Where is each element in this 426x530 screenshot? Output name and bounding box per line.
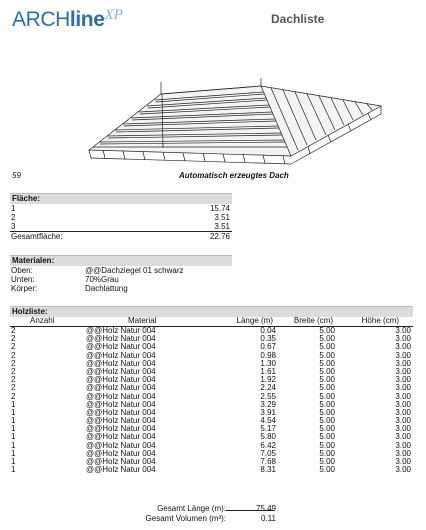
- cell-breite: 5.00: [319, 465, 335, 475]
- cell-material: @@Holz Natur 004: [86, 326, 156, 335]
- cell-laenge: 0.67: [260, 342, 276, 352]
- holzliste-rows: [10, 327, 413, 474]
- cell-breite: 5.00: [319, 391, 335, 401]
- flaeche-label: 2: [11, 213, 16, 222]
- cell-breite: 5.00: [319, 416, 335, 426]
- holzliste-section: [10, 306, 413, 474]
- table-row: [10, 433, 413, 441]
- holzliste-header: Holzliste:: [10, 306, 413, 317]
- cell-material: @@Holz Natur 004: [86, 358, 156, 368]
- logo-line-text: line: [69, 8, 105, 31]
- cell-hoehe: 3.00: [395, 448, 411, 458]
- flaeche-row: [10, 213, 232, 222]
- cell-anzahl: 1: [11, 457, 16, 466]
- cell-anzahl: 2: [11, 342, 16, 352]
- table-row: [10, 417, 413, 425]
- cell-laenge: 3.29: [260, 399, 276, 409]
- cell-anzahl: 2: [11, 366, 16, 376]
- cell-anzahl: 2: [11, 383, 16, 393]
- cell-material: @@Holz Natur 004: [86, 424, 156, 434]
- cell-hoehe: 3.00: [395, 424, 411, 434]
- cell-hoehe: 3.00: [395, 407, 411, 417]
- cell-hoehe: 3.00: [395, 342, 411, 352]
- cell-anzahl: 2: [11, 391, 16, 401]
- column-header-material: Material: [128, 316, 157, 325]
- table-row: [10, 458, 413, 466]
- total-volume-value: 0.11: [261, 514, 276, 523]
- cell-material: @@Holz Natur 004: [86, 391, 156, 401]
- cell-laenge: 2.55: [260, 391, 276, 401]
- cell-breite: 5.00: [319, 424, 335, 434]
- cell-breite: 5.00: [319, 457, 335, 466]
- material-value: @@Dachziegel 01 schwarz: [85, 266, 184, 275]
- cell-hoehe: 3.00: [395, 366, 411, 376]
- cell-laenge: 1.61: [260, 366, 276, 376]
- cell-breite: 5.00: [319, 432, 335, 442]
- table-row: [10, 425, 413, 433]
- cell-hoehe: 3.00: [395, 391, 411, 401]
- cell-material: @@Holz Natur 004: [86, 457, 156, 466]
- flaeche-value: 15.74: [209, 204, 230, 213]
- cell-laenge: 0.35: [260, 334, 276, 344]
- cell-hoehe: 3.00: [395, 375, 411, 385]
- cell-breite: 5.00: [319, 334, 335, 344]
- cell-hoehe: 3.00: [395, 383, 411, 393]
- cell-material: @@Holz Natur 004: [86, 383, 156, 393]
- cell-breite: 5.00: [319, 399, 335, 409]
- cell-anzahl: 2: [11, 358, 16, 368]
- cell-anzahl: 1: [11, 440, 16, 450]
- cell-laenge: 3.91: [260, 407, 276, 417]
- cell-hoehe: 3.00: [395, 416, 411, 426]
- cell-laenge: 8.31: [260, 465, 276, 475]
- flaeche-value: 3.51: [214, 213, 230, 222]
- cell-breite: 5.00: [319, 342, 335, 352]
- cell-breite: 5.00: [319, 350, 335, 360]
- cell-hoehe: 3.00: [395, 432, 411, 442]
- total-volume-label: Gesamt Volumen (m³):: [145, 514, 226, 523]
- cell-breite: 5.00: [319, 407, 335, 417]
- table-row: [10, 466, 413, 474]
- material-row: [10, 266, 232, 275]
- page-title: Dachliste: [271, 12, 325, 26]
- column-header-anzahl: Anzahl: [30, 316, 55, 325]
- material-value: Dachlattung: [85, 284, 128, 293]
- cell-material: @@Holz Natur 004: [86, 334, 156, 344]
- cell-hoehe: 3.00: [395, 465, 411, 475]
- table-row: [10, 401, 413, 409]
- material-value: 70%Grau: [85, 275, 119, 284]
- cell-hoehe: 3.00: [395, 350, 411, 360]
- cell-anzahl: 1: [11, 448, 16, 458]
- cell-laenge: 5.17: [260, 424, 276, 434]
- logo-xp-text: XP: [104, 7, 123, 23]
- table-row: [10, 450, 413, 458]
- cell-material: @@Holz Natur 004: [86, 342, 156, 352]
- holzliste-column-headers: [10, 317, 413, 327]
- cell-breite: 5.00: [319, 440, 335, 450]
- cell-material: @@Holz Natur 004: [86, 375, 156, 385]
- flaeche-section: [10, 193, 232, 241]
- cell-anzahl: 2: [11, 326, 16, 335]
- cell-material: @@Holz Natur 004: [86, 448, 156, 458]
- figure-number: 59: [12, 171, 21, 180]
- table-row: [10, 442, 413, 450]
- table-row: [10, 409, 413, 417]
- flaeche-total-row: [10, 231, 232, 241]
- total-length-value: 75.49: [255, 504, 276, 513]
- total-length-label: Gesamt Länge (m):: [157, 504, 226, 513]
- cell-laenge: 2.24: [260, 383, 276, 393]
- cell-material: @@Holz Natur 004: [86, 399, 156, 409]
- table-row: [10, 384, 413, 392]
- cell-hoehe: 3.00: [395, 326, 411, 335]
- material-row: [10, 284, 232, 293]
- cell-material: @@Holz Natur 004: [86, 350, 156, 360]
- flaeche-label: 1: [11, 204, 16, 213]
- cell-laenge: 5.80: [260, 432, 276, 442]
- cell-breite: 5.00: [319, 448, 335, 458]
- cell-hoehe: 3.00: [395, 440, 411, 450]
- cell-hoehe: 3.00: [395, 358, 411, 368]
- cell-material: @@Holz Natur 004: [86, 432, 156, 442]
- cell-breite: 5.00: [319, 375, 335, 385]
- cell-hoehe: 3.00: [395, 334, 411, 344]
- flaeche-total-value: 22.76: [209, 232, 230, 241]
- materialien-section: [10, 255, 232, 293]
- cell-laenge: 4.54: [260, 416, 276, 426]
- total-volume-row: [10, 514, 413, 523]
- cell-anzahl: 1: [11, 465, 16, 475]
- table-row: [10, 343, 413, 351]
- material-row: [10, 275, 232, 284]
- table-row: [10, 352, 413, 360]
- roof-drawing: [83, 78, 383, 168]
- material-label: Unten:: [11, 275, 35, 284]
- total-length-row: [10, 504, 413, 513]
- cell-breite: 5.00: [319, 358, 335, 368]
- cell-material: @@Holz Natur 004: [86, 366, 156, 376]
- table-row: [10, 360, 413, 368]
- cell-laenge: 7.68: [260, 457, 276, 466]
- table-row: [10, 393, 413, 401]
- flaeche-total-label: Gesamtfläche:: [11, 232, 63, 241]
- flaeche-value: 3.51: [214, 222, 230, 231]
- cell-material: @@Holz Natur 004: [86, 465, 156, 475]
- material-label: Oben:: [11, 266, 33, 275]
- cell-laenge: 1.92: [260, 375, 276, 385]
- cell-laenge: 7.05: [260, 448, 276, 458]
- cell-laenge: 6.42: [260, 440, 276, 450]
- flaeche-row: [10, 222, 232, 231]
- table-row: [10, 327, 413, 335]
- cell-hoehe: 3.00: [395, 399, 411, 409]
- archline-logo: [12, 8, 123, 34]
- cell-anzahl: 1: [11, 407, 16, 417]
- cell-anzahl: 1: [11, 424, 16, 434]
- column-header-laenge: Länge (m): [236, 316, 273, 325]
- material-label: Körper:: [11, 284, 38, 293]
- cell-anzahl: 2: [11, 350, 16, 360]
- cell-material: @@Holz Natur 004: [86, 416, 156, 426]
- cell-material: @@Holz Natur 004: [86, 407, 156, 417]
- cell-laenge: 0.04: [260, 326, 276, 335]
- cell-laenge: 1.30: [260, 358, 276, 368]
- cell-breite: 5.00: [319, 326, 335, 335]
- figure-caption: Automatisch erzeugtes Dach: [179, 171, 289, 180]
- flaeche-row: [10, 204, 232, 213]
- cell-anzahl: 2: [11, 375, 16, 385]
- cell-breite: 5.00: [319, 366, 335, 376]
- cell-anzahl: 1: [11, 416, 16, 426]
- table-row: [10, 368, 413, 376]
- table-row: [10, 376, 413, 384]
- materialien-header: Materialen:: [10, 255, 232, 266]
- cell-material: @@Holz Natur 004: [86, 440, 156, 450]
- cell-anzahl: 1: [11, 432, 16, 442]
- cell-breite: 5.00: [319, 383, 335, 393]
- cell-laenge: 0.98: [260, 350, 276, 360]
- flaeche-header: Fläche:: [10, 193, 232, 204]
- logo-arch-text: ARCH: [12, 8, 70, 31]
- cell-anzahl: 1: [11, 399, 16, 409]
- column-header-breite: Breite (cm): [293, 316, 333, 325]
- column-header-hoehe: Höhe (cm): [361, 316, 399, 325]
- cell-anzahl: 2: [11, 334, 16, 344]
- flaeche-label: 3: [11, 222, 16, 231]
- cell-hoehe: 3.00: [395, 457, 411, 466]
- table-row: [10, 335, 413, 343]
